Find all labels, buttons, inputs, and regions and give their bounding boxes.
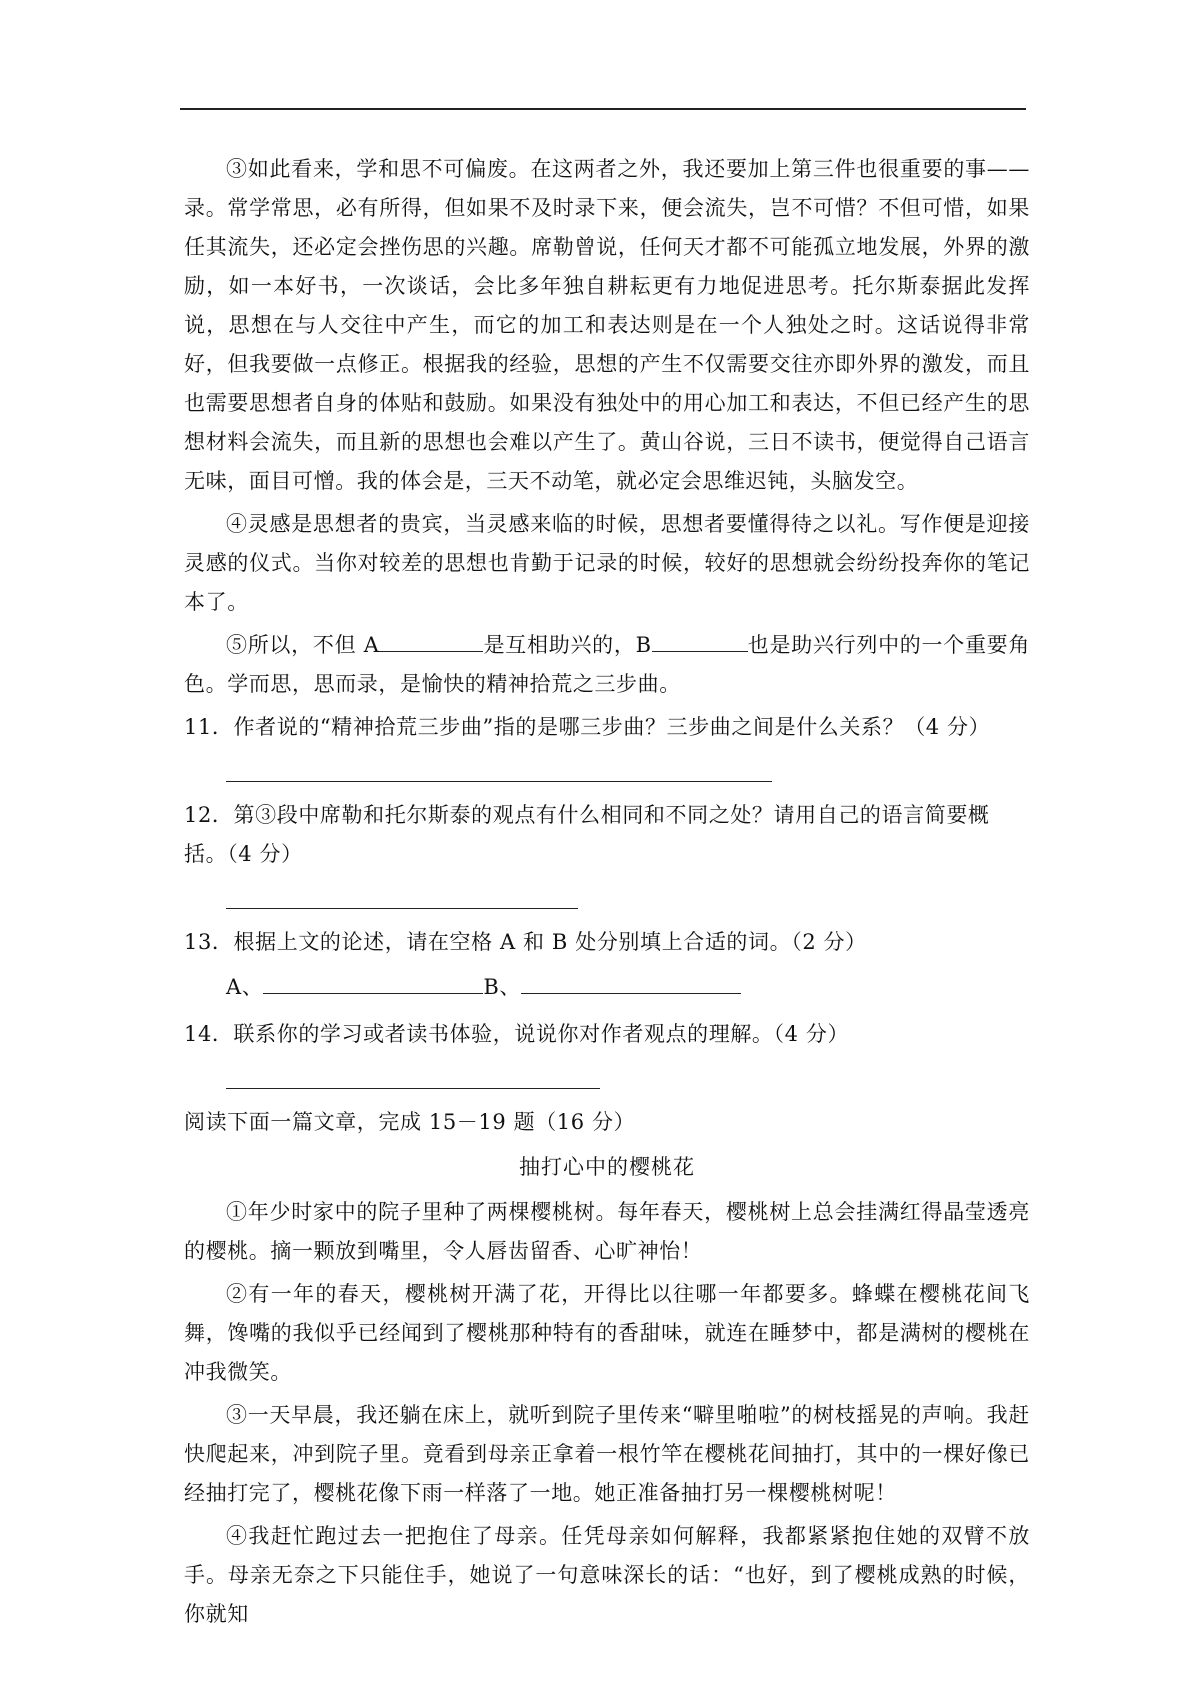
reading-intro: 阅读下面一篇文章，完成 15－19 题（16 分） bbox=[184, 1110, 636, 1134]
header-rule bbox=[180, 108, 1026, 110]
question-13: 13．根据上文的论述，请在空格 A 和 B 处分别填上合适的词。（2 分） bbox=[184, 930, 867, 954]
question-12: 12．第③段中席勒和托尔斯泰的观点有什么相同和不同之处？请用自己的语言简要概括。（4 分） bbox=[184, 803, 990, 866]
article-paragraph-2: ②有一年的春天，樱桃树开满了花，开得比以往哪一年都要多。蜂蝶在樱桃花间飞舞，馋嘴的我似乎已经闻到了樱桃那种特有的香甜味，就连在睡梦中，都是满树的樱桃在冲我微笑。 bbox=[184, 1282, 1030, 1384]
paragraph-5-part2: 是互相助兴的，B bbox=[483, 633, 652, 657]
answer-line-12[interactable] bbox=[226, 880, 578, 909]
article-paragraph-4: ④我赶忙跑过去一把抱住了母亲。任凭母亲如何解释，我都紧紧抱住她的双臂不放手。母亲无奈之下只能住手，她说了一句意味深长的话：“也好，到了樱桃成熟的时候，你就知 bbox=[184, 1524, 1030, 1626]
paragraph-4: ④灵感是思想者的贵宾，当灵感来临的时候，思想者要懂得待之以礼。写作便是迎接灵感的仪式。当你对较差的思想也肯勤于记录的时候，较好的思想就会纷纷投奔你的笔记本了。 bbox=[184, 512, 1030, 614]
article-paragraph-3: ③一天早晨，我还躺在床上，就听到院子里传来“噼里啪啦”的树枝摇晃的声响。我赶快爬起来，冲到院子里。竟看到母亲正拿着一根竹竿在樱桃花间抽打，其中的一棵好像已经抽打完了，樱桃花像下雨一样落了一地。她正准备抽打另一棵樱桃树呢！ bbox=[184, 1403, 1030, 1505]
paragraph-5 bbox=[184, 626, 1030, 704]
question-13-fill-row bbox=[226, 968, 1030, 1007]
blank-b bbox=[652, 629, 748, 652]
paragraph-3: ③如此看来，学和思不可偏废。在这两者之外，我还要加上第三件也很重要的事——录。常学常思，必有所得，但如果不及时录下来，便会流失，岂不可惜？不但可惜，如果任其流失，还必定会挫伤思的兴趣。席勒曾说，任何天才都不可能孤立地发展，外界的激励，如一本好书，一次谈话，会比多年独自耕耘更有力地促进思考。托尔斯泰据此发挥说，思想在与人交往中产生，而它的加工和表达则是在一个人独处之时。这话说得非常好，但我要做一点修正。根据我的经验，思想的产生不仅需要交往亦即外界的激发，而且也需要思想者自身的体贴和鼓励。如果没有独处中的用心加工和表达，不但已经产生的思想材料会流失，而且新的思想也会难以产生了。黄山谷说，三日不读书，便觉得自己语言无味，面目可憎。我的体会是，三天不动笔，就必定会思维迟钝，头脑发空。 bbox=[184, 157, 1030, 493]
paragraph-5-part1: ⑤所以，不但 A bbox=[226, 633, 380, 657]
faded-footer-text bbox=[190, 1592, 890, 1610]
paragraph-5-part3: 也是助兴行列中的一个重要角色。学而思，思而录，是愉快的精神拾荒之三步曲。 bbox=[184, 633, 1030, 696]
article-paragraph-1: ①年少时家中的院子里种了两棵樱桃树。每年春天，樱桃树上总会挂满红得晶莹透亮的樱桃。摘一颗放到嘴里，令人唇齿留香、心旷神怡！ bbox=[184, 1200, 1030, 1263]
article-title: 抽打心中的樱桃花 bbox=[519, 1155, 695, 1179]
blank-a bbox=[379, 629, 483, 652]
page-content bbox=[184, 150, 1030, 1638]
fill-blank-a[interactable] bbox=[263, 971, 483, 994]
answer-line-11[interactable] bbox=[226, 753, 772, 782]
question-11: 11．作者说的“精神拾荒三步曲”指的是哪三步曲？三步曲之间是什么关系？（4 分） bbox=[184, 715, 991, 739]
fill-label-b: B、 bbox=[483, 975, 522, 999]
fill-blank-b[interactable] bbox=[521, 971, 741, 994]
fill-label-a: A、 bbox=[226, 975, 264, 999]
answer-line-14[interactable] bbox=[226, 1060, 600, 1089]
question-14: 14．联系你的学习或者读书体验，说说你对作者观点的理解。（4 分） bbox=[184, 1022, 850, 1046]
